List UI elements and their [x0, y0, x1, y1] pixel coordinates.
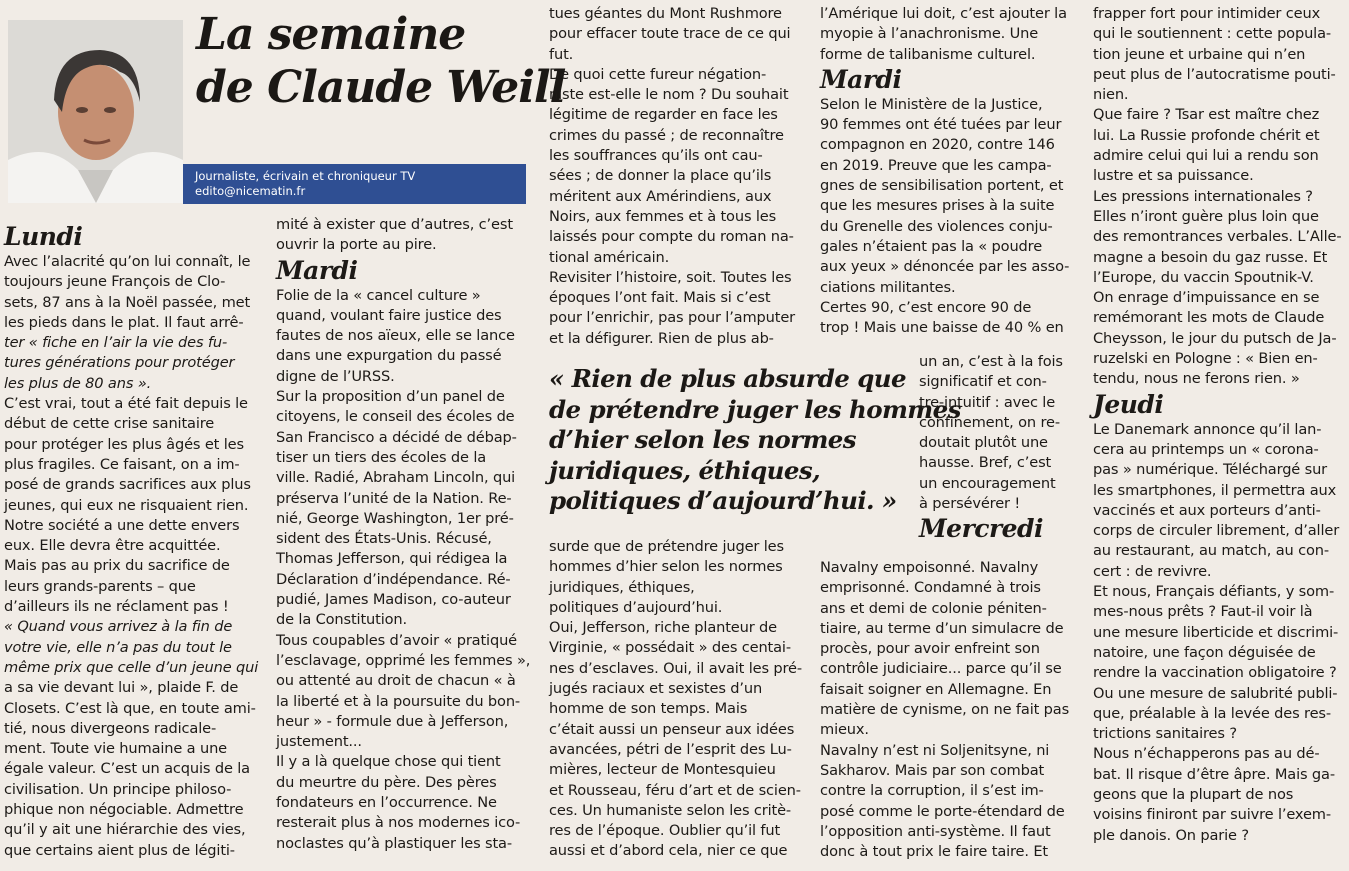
text-line: Noirs, aux femmes et à tous les — [549, 207, 777, 225]
text-line: hommes d’hier selon les normes — [549, 558, 783, 576]
text-line: en 2019. Preuve que les campa- — [820, 156, 1052, 174]
text-line: fondateurs en l’occurrence. Ne — [276, 794, 497, 812]
text-line: toujours jeune François de Clo- — [4, 273, 226, 291]
text-line: la liberté et à la poursuite du bon- — [276, 692, 521, 710]
text-line: Nous n’échapperons pas au dé- — [1093, 745, 1320, 763]
text-line: noclastes qu’à plastiquer les sta- — [276, 834, 512, 852]
text-line: nié, George Washington, 1er pré- — [276, 509, 514, 527]
text-line: nien. — [1093, 86, 1129, 104]
column-3-text-top — [549, 4, 795, 349]
column-title — [196, 8, 565, 114]
text-line: avancées, pétri de l’esprit des Lu- — [549, 740, 792, 758]
text-line: Folie de la « cancel culture » — [276, 286, 481, 304]
text-line: ouvrir la porte au pire. — [276, 236, 437, 254]
text-line: Elles n’iront guère plus loin que — [1093, 207, 1319, 225]
author-role: Journaliste, écrivain et chroniqueur TV — [195, 169, 416, 183]
text-line: dans une expurgation du passé — [276, 347, 502, 365]
column-2-text-top — [276, 215, 530, 256]
text-line: cert : de revivre. — [1093, 562, 1212, 580]
text-line: un an, c’est à la fois — [919, 353, 1063, 370]
text-line: frapper fort pour intimider ceux — [1093, 5, 1321, 22]
text-line: au restaurant, au match, au con- — [1093, 542, 1329, 560]
text-line: fut. — [549, 45, 574, 63]
text-line: phique non négociable. Admettre — [4, 801, 244, 819]
column-4-narrow — [919, 352, 1063, 544]
text-line: et Rousseau, féru d’art et de scien- — [549, 781, 801, 799]
text-line: myopie à l’anachronisme. Une — [820, 25, 1039, 43]
text-line: un encouragement — [919, 474, 1056, 492]
text-line: Il y a là quelque chose qui tient — [276, 753, 501, 771]
text-line: De quoi cette fureur négation- — [549, 65, 767, 83]
text-line: Virginie, « possédait » des centai- — [549, 639, 791, 657]
text-line: tiaire, au terme d’un simulacre de — [820, 619, 1064, 637]
text-line: posé de grands sacrifices aux plus — [4, 476, 251, 494]
text-line: égale valeur. C’est un acquis de la — [4, 760, 250, 778]
text-line: procès, pour avoir enfreint son — [820, 640, 1040, 658]
day-heading-mercredi: Mercredi — [919, 514, 1044, 544]
text-line: Notre société a une dette envers — [4, 516, 240, 534]
text-line: du Grenelle des violences conju- — [820, 217, 1053, 235]
text-line: l’esclavage, opprimé les femmes », — [276, 651, 531, 669]
text-line: peut plus de l’autocratisme pouti- — [1093, 65, 1336, 83]
text-line: quand, voulant faire justice des — [276, 306, 502, 324]
text-line: gnes de sensibilisation portent, et — [820, 177, 1064, 195]
author-photo — [8, 20, 183, 203]
text-line: juridiques, éthiques, — [549, 578, 695, 596]
pull-quote-line: d’hier selon les normes — [549, 425, 856, 454]
text-line: pour protéger les plus âgés et les — [4, 435, 244, 453]
text-line: ville. Radié, Abraham Lincoln, qui — [276, 469, 516, 487]
text-line: crimes du passé ; de reconnaître — [549, 126, 784, 144]
pull-quote-line: « Rien de plus absurde que — [549, 364, 906, 393]
text-line: rendre la vaccination obligatoire ? — [1093, 664, 1337, 682]
text-line: a sa vie devant lui », plaide F. de — [4, 679, 239, 697]
text-line: et la défigurer. Rien de plus ab- — [549, 329, 774, 347]
text-line: même prix que celle d’un jeune qui — [4, 658, 259, 676]
text-line: emprisonné. Condamné à trois — [820, 579, 1041, 597]
text-line: 90 femmes ont été tuées par leur — [820, 116, 1062, 134]
text-line: que certains aient plus de légiti- — [4, 841, 235, 859]
text-line: préserva l’unité de la Nation. Re- — [276, 489, 512, 507]
column-1 — [4, 222, 258, 861]
text-line: ans et demi de colonie péniten- — [820, 599, 1047, 617]
text-line: fautes de nos aïeux, elle se lance — [276, 327, 515, 345]
text-line: tures générations pour protéger — [4, 354, 235, 372]
text-line: hausse. Bref, c’est — [919, 454, 1052, 472]
text-line: « Quand vous arrivez à la fin de — [4, 618, 233, 636]
pull-quote-line: de prétendre juger les hommes — [549, 394, 961, 424]
text-line: remémorant les mots de Claude — [1093, 309, 1325, 327]
text-line: tion jeune et urbaine qui n’en — [1093, 45, 1306, 63]
text-line: matière de cynisme, on ne fait pas — [820, 701, 1070, 719]
text-line: Sur la proposition d’un panel de — [276, 388, 505, 406]
text-line: sets, 87 ans à la Noël passée, met — [4, 293, 251, 311]
text-line: pour l’enrichir, pas pour l’amputer — [549, 309, 796, 327]
text-line: lui. La Russie profonde chérit et — [1093, 126, 1320, 144]
text-line: lustre et sa puissance. — [1093, 167, 1254, 185]
text-line: votre vie, elle n’a pas du tout le — [4, 638, 232, 656]
text-line: Que faire ? Tsar est maître chez — [1093, 106, 1320, 124]
text-line: civilisation. Un principe philoso- — [4, 780, 232, 798]
text-line: Selon le Ministère de la Justice, — [820, 95, 1043, 113]
text-line: posé comme le porte-étendard de — [820, 802, 1065, 820]
pull-quote — [549, 364, 961, 517]
text-line: homme de son temps. Mais — [549, 700, 748, 718]
text-line: San Francisco a décidé de débap- — [276, 428, 517, 446]
text-line: trop ! Mais une baisse de 40 % en — [820, 319, 1064, 337]
text-line: trictions sanitaires ? — [1093, 725, 1237, 743]
title-line-1: La semaine — [196, 9, 466, 60]
text-line: ces. Un humaniste selon les critè- — [549, 801, 792, 819]
text-line: l’Europe, du vaccin Spoutnik-V. — [1093, 268, 1314, 286]
text-line: voisins finiront par suivre l’exem- — [1093, 806, 1331, 824]
text-line: heur » - formule due à Jefferson, — [276, 712, 509, 730]
text-line: contrôle judiciaire... parce qu’il se — [820, 660, 1062, 678]
text-line: digne de l’URSS. — [276, 367, 395, 385]
text-line: contre la corruption, il s’est im- — [820, 782, 1044, 800]
text-line: tional américain. — [549, 248, 670, 266]
text-line: niste est-elle le nom ? Du souhait — [549, 86, 789, 104]
text-line: compagnon en 2020, contre 146 — [820, 136, 1055, 154]
text-line: bat. Il risque d’être âpre. Mais ga- — [1093, 765, 1335, 783]
text-line: jeunes, qui eux ne risquaient rien. — [4, 496, 249, 514]
text-line: légitime de regarder en face les — [549, 106, 778, 124]
text-line: l’Amérique lui doit, c’est ajouter la — [820, 5, 1067, 22]
text-line: sident des États-Unis. Récusé, — [276, 530, 492, 548]
text-line: ou attenté au droit de chacun « à — [276, 672, 516, 690]
text-line: les pieds dans le plat. Il faut arrê- — [4, 313, 244, 331]
text-line: Avec l’alacrité qu’on lui connaît, le — [4, 253, 251, 270]
text-line: pas » numérique. Téléchargé sur — [1093, 461, 1328, 479]
text-line: qu’il y ait une hiérarchie des vies, — [4, 821, 246, 839]
text-line: On enrage d’impuissance en se — [1093, 289, 1320, 307]
text-line: qui le soutiennent : cette popula- — [1093, 25, 1331, 43]
column-3-bottom — [549, 537, 802, 862]
author-info-bar — [183, 164, 526, 204]
text-line: que, préalable à la levée des res- — [1093, 704, 1331, 722]
column-1-text — [4, 252, 258, 861]
text-line: des remontrances verbales. L’Alle- — [1093, 228, 1342, 246]
title-line-2: de Claude Weill — [196, 62, 566, 113]
text-line: d’ailleurs ils ne réclament pas ! — [4, 598, 229, 616]
column-2-text — [276, 286, 530, 854]
author-email[interactable]: edito@nicematin.fr — [195, 184, 306, 198]
text-line: que les mesures prises à la suite — [820, 197, 1055, 215]
column-4-bottom — [820, 558, 1069, 862]
text-line: pour effacer toute trace de ce qui — [549, 25, 791, 43]
portrait-image — [8, 20, 183, 203]
text-line: surde que de prétendre juger les — [549, 538, 784, 555]
column-5-text-bottom — [1093, 420, 1341, 846]
pull-quote-line: juridiques, éthiques, — [549, 455, 820, 485]
text-line: significatif et con- — [919, 373, 1047, 391]
text-line: ter « fiche en l’air la vie des fu- — [4, 334, 228, 352]
text-line: nes d’esclaves. Oui, il avait les pré- — [549, 659, 802, 677]
text-line: époques l’ont fait. Mais si c’est — [549, 289, 771, 307]
text-line: jugés raciaux et sexistes d’un — [549, 680, 763, 698]
text-line: cera au printemps un « corona- — [1093, 440, 1319, 458]
text-line: Closets. C’est là que, en toute ami- — [4, 699, 256, 717]
text-line: Thomas Jefferson, qui rédigea la — [276, 550, 508, 568]
text-line: plus fragiles. Ce faisant, on a im- — [4, 455, 240, 473]
text-line: aussi et d’abord cela, nier ce que — [549, 842, 788, 860]
column-4-top — [820, 4, 1069, 338]
text-line: natoire, une façon déguisée de — [1093, 643, 1316, 661]
text-line: Revisiter l’histoire, soit. Toutes les — [549, 268, 792, 286]
text-line: gales n’étaient pas la « poudre — [820, 237, 1043, 255]
text-line: sées ; de donner la place qu’ils — [549, 167, 772, 185]
text-line: vaccinés et aux porteurs d’anti- — [1093, 501, 1321, 519]
day-heading-jeudi: Jeudi — [1093, 389, 1164, 419]
text-line: citoyens, le conseil des écoles de — [276, 408, 515, 426]
text-line: doutait plutôt une — [919, 434, 1048, 452]
text-line: du meurtre du père. Des pères — [276, 773, 497, 791]
text-line: mes-nous prêts ? Faut-il voir là — [1093, 603, 1313, 621]
text-line: mières, lecteur de Montesquieu — [549, 761, 776, 779]
text-line: Tous coupables d’avoir « pratiqué — [276, 631, 517, 649]
day-heading-mardi-2: Mardi — [820, 64, 902, 94]
column-5 — [1093, 4, 1341, 846]
text-line: geons que la plupart de nos — [1093, 785, 1294, 803]
column-4-text-mid — [820, 95, 1069, 339]
text-line: justement... — [276, 733, 362, 751]
text-line: Mais pas au prix du sacrifice de — [4, 557, 230, 575]
text-line: leurs grands-parents – que — [4, 577, 196, 595]
text-line: c’était aussi un penseur aux idées — [549, 720, 795, 738]
text-line: Navalny empoisonné. Navalny — [820, 559, 1039, 576]
text-line: politiques d’aujourd’hui. — [549, 598, 723, 616]
text-line: Navalny n’est ni Soljenitsyne, ni — [820, 741, 1050, 759]
text-line: magne a besoin du gaz russe. Et — [1093, 248, 1328, 266]
text-line: Ou une mesure de salubrité publi- — [1093, 684, 1338, 702]
text-line: pudié, James Madison, co-auteur — [276, 591, 511, 609]
text-line: resterait plus à nos modernes ico- — [276, 814, 521, 832]
text-line: Le Danemark annonce qu’il lan- — [1093, 420, 1322, 438]
text-line: ment. Toute vie humaine a une — [4, 740, 227, 758]
pull-quote-line: politiques d’aujourd’hui. » — [549, 486, 897, 515]
text-line: ciations militantes. — [820, 278, 956, 296]
text-line: les smartphones, il permettra aux — [1093, 481, 1337, 499]
text-line: tendu, nous ne ferons rien. » — [1093, 370, 1300, 388]
text-line: Sakharov. Mais par son combat — [820, 761, 1045, 779]
text-line: Et nous, Français défiants, y som- — [1093, 583, 1335, 601]
column-4-text-bottom — [820, 558, 1069, 862]
text-line: faisait soigner en Allemagne. En — [820, 680, 1052, 698]
text-line: les plus de 80 ans ». — [4, 374, 152, 392]
text-line: à persévérer ! — [919, 495, 1021, 513]
text-line: Cheysson, le jour du putsch de Ja- — [1093, 329, 1337, 347]
text-line: donc à tout prix le faire taire. Et — [820, 843, 1048, 861]
text-line: ple danois. On parie ? — [1093, 826, 1249, 844]
text-line: Oui, Jefferson, riche planteur de — [549, 619, 778, 637]
day-heading-mardi: Mardi — [276, 255, 358, 285]
text-line: Certes 90, c’est encore 90 de — [820, 298, 1032, 316]
column-3-top — [549, 4, 795, 349]
text-line: Les pressions internationales ? — [1093, 187, 1313, 205]
text-line: de la Constitution. — [276, 611, 407, 629]
text-line: mité à exister que d’autres, c’est — [276, 216, 513, 233]
text-line: une mesure liberticide et discrimi- — [1093, 623, 1339, 641]
column-2 — [276, 215, 530, 854]
text-line: C’est vrai, tout a été fait depuis le — [4, 395, 248, 413]
text-line: corps de circuler librement, d’aller — [1093, 522, 1340, 540]
text-line: tié, nous divergeons radicale- — [4, 719, 217, 737]
text-line: forme de talibanisme culturel. — [820, 45, 1036, 63]
column-5-text-top — [1093, 4, 1341, 390]
column-4-text-narrow — [919, 352, 1063, 514]
text-line: tues géantes du Mont Rushmore — [549, 5, 782, 22]
text-line: aux yeux » dénoncée par les asso- — [820, 258, 1070, 276]
text-line: admire celui qui lui a rendu son — [1093, 147, 1319, 165]
text-line: ruzelski en Pologne : « Bien en- — [1093, 350, 1318, 368]
text-line: tre-intuitif : avec le — [919, 393, 1056, 411]
text-line: les souffrances qu’ils ont cau- — [549, 147, 763, 165]
text-line: début de cette crise sanitaire — [4, 415, 215, 433]
text-line: l’opposition anti-système. Il faut — [820, 822, 1051, 840]
text-line: tiser un tiers des écoles de la — [276, 448, 487, 466]
text-line: mieux. — [820, 721, 869, 739]
text-line: méritent aux Amérindiens, aux — [549, 187, 772, 205]
text-line: res de l’époque. Oublier qu’il fut — [549, 822, 781, 840]
text-line: laissés pour compte du roman na- — [549, 228, 794, 246]
column-4-text-top — [820, 4, 1069, 65]
column-3-text-bottom — [549, 537, 802, 862]
day-heading-lundi: Lundi — [4, 222, 83, 251]
text-line: eux. Elle devra être acquittée. — [4, 537, 221, 555]
text-line: confinement, on re- — [919, 413, 1060, 431]
text-line: Déclaration d’indépendance. Ré- — [276, 570, 511, 588]
